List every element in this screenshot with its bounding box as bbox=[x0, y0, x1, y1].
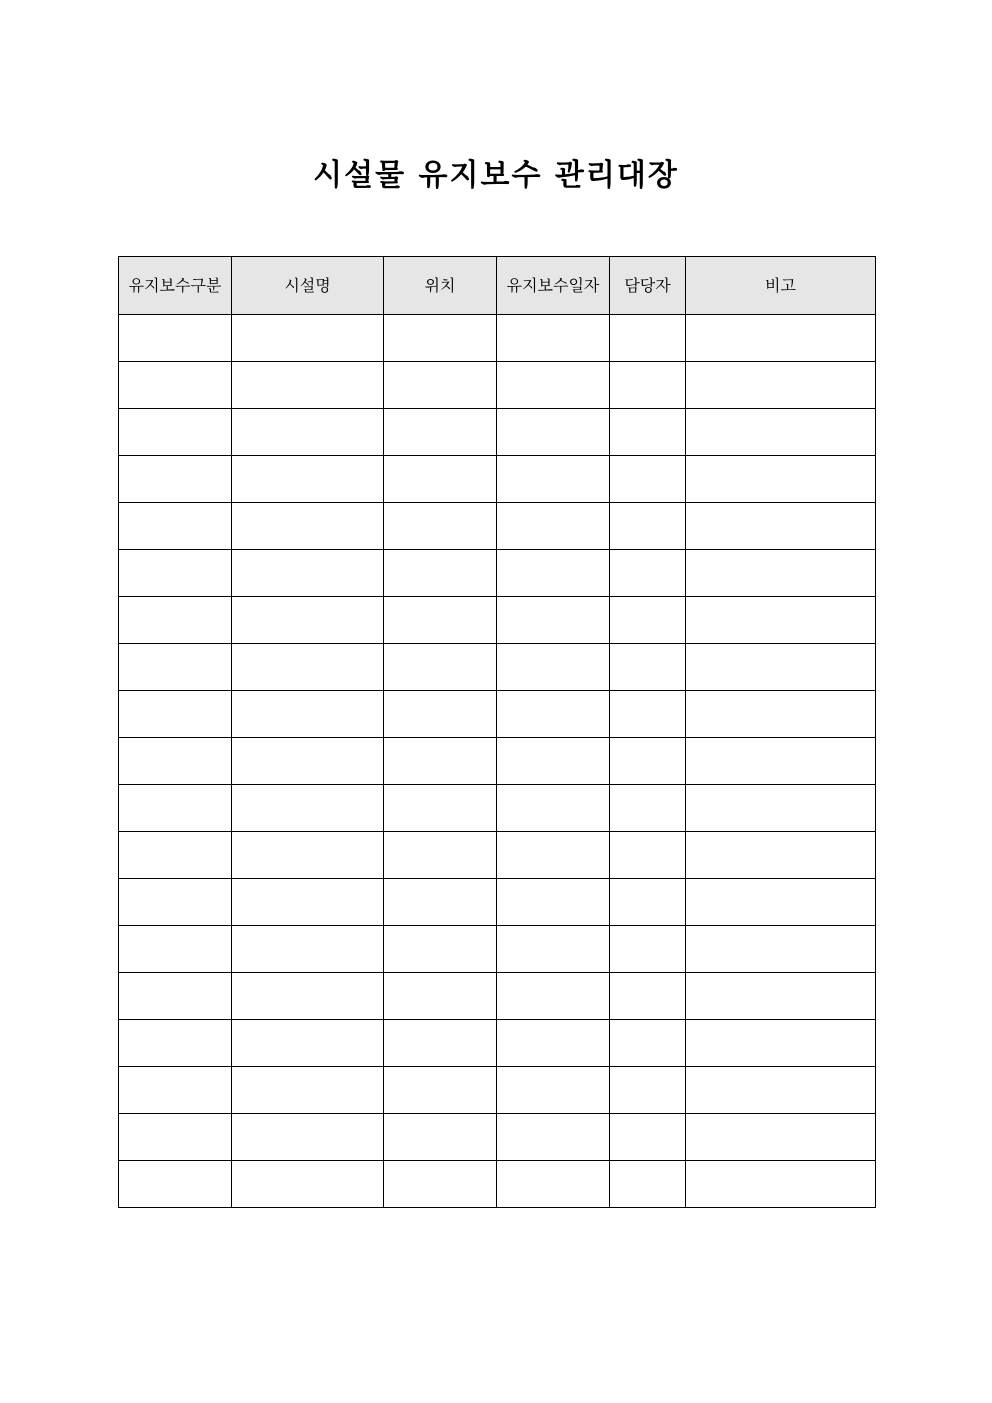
cell-location[interactable] bbox=[384, 503, 497, 550]
cell-location[interactable] bbox=[384, 926, 497, 973]
cell-remarks[interactable] bbox=[686, 409, 876, 456]
cell-facility-name[interactable] bbox=[232, 1161, 384, 1208]
cell-location[interactable] bbox=[384, 691, 497, 738]
table-row bbox=[119, 691, 876, 738]
cell-maintenance-type[interactable] bbox=[119, 597, 232, 644]
cell-person-in-charge[interactable] bbox=[610, 1161, 686, 1208]
cell-person-in-charge[interactable] bbox=[610, 315, 686, 362]
cell-maintenance-type[interactable] bbox=[119, 1161, 232, 1208]
table-row bbox=[119, 550, 876, 597]
header-remarks: 비고 bbox=[686, 257, 876, 315]
cell-facility-name[interactable] bbox=[232, 738, 384, 785]
cell-location[interactable] bbox=[384, 597, 497, 644]
cell-person-in-charge[interactable] bbox=[610, 550, 686, 597]
cell-maintenance-date[interactable] bbox=[497, 832, 610, 879]
header-facility-name: 시설명 bbox=[232, 257, 384, 315]
cell-maintenance-type[interactable] bbox=[119, 550, 232, 597]
table-row bbox=[119, 597, 876, 644]
cell-location[interactable] bbox=[384, 362, 497, 409]
header-location: 위치 bbox=[384, 257, 497, 315]
cell-person-in-charge[interactable] bbox=[610, 1114, 686, 1161]
cell-maintenance-type[interactable] bbox=[119, 1114, 232, 1161]
cell-maintenance-date[interactable] bbox=[497, 409, 610, 456]
cell-facility-name[interactable] bbox=[232, 1067, 384, 1114]
cell-maintenance-date[interactable] bbox=[497, 315, 610, 362]
cell-maintenance-type[interactable] bbox=[119, 456, 232, 503]
cell-remarks[interactable] bbox=[686, 362, 876, 409]
cell-maintenance-type[interactable] bbox=[119, 785, 232, 832]
cell-remarks[interactable] bbox=[686, 1020, 876, 1067]
cell-remarks[interactable] bbox=[686, 879, 876, 926]
header-maintenance-date: 유지보수일자 bbox=[497, 257, 610, 315]
cell-location[interactable] bbox=[384, 315, 497, 362]
cell-maintenance-type[interactable] bbox=[119, 691, 232, 738]
page-title: 시설물 유지보수 관리대장 bbox=[313, 158, 679, 194]
cell-person-in-charge[interactable] bbox=[610, 832, 686, 879]
header-maintenance-type: 유지보수구분 bbox=[119, 257, 232, 315]
cell-facility-name[interactable] bbox=[232, 973, 384, 1020]
table-row bbox=[119, 1161, 876, 1208]
cell-maintenance-type[interactable] bbox=[119, 738, 232, 785]
table-row bbox=[119, 362, 876, 409]
table-row bbox=[119, 879, 876, 926]
cell-remarks[interactable] bbox=[686, 832, 876, 879]
table-row bbox=[119, 644, 876, 691]
header-person-in-charge: 담당자 bbox=[610, 257, 686, 315]
cell-maintenance-date[interactable] bbox=[497, 738, 610, 785]
cell-location[interactable] bbox=[384, 785, 497, 832]
cell-location[interactable] bbox=[384, 1114, 497, 1161]
cell-person-in-charge[interactable] bbox=[610, 597, 686, 644]
cell-maintenance-date[interactable] bbox=[497, 597, 610, 644]
cell-maintenance-type[interactable] bbox=[119, 644, 232, 691]
cell-facility-name[interactable] bbox=[232, 409, 384, 456]
cell-maintenance-date[interactable] bbox=[497, 691, 610, 738]
cell-maintenance-date[interactable] bbox=[497, 503, 610, 550]
cell-location[interactable] bbox=[384, 832, 497, 879]
cell-maintenance-date[interactable] bbox=[497, 879, 610, 926]
cell-maintenance-date[interactable] bbox=[497, 1114, 610, 1161]
cell-person-in-charge[interactable] bbox=[610, 503, 686, 550]
cell-person-in-charge[interactable] bbox=[610, 691, 686, 738]
table-row bbox=[119, 315, 876, 362]
cell-location[interactable] bbox=[384, 1067, 497, 1114]
header-row bbox=[119, 257, 876, 315]
cell-maintenance-date[interactable] bbox=[497, 550, 610, 597]
cell-person-in-charge[interactable] bbox=[610, 409, 686, 456]
cell-facility-name[interactable] bbox=[232, 597, 384, 644]
cell-maintenance-type[interactable] bbox=[119, 362, 232, 409]
cell-remarks[interactable] bbox=[686, 973, 876, 1020]
cell-maintenance-type[interactable] bbox=[119, 315, 232, 362]
cell-remarks[interactable] bbox=[686, 785, 876, 832]
cell-remarks[interactable] bbox=[686, 644, 876, 691]
cell-facility-name[interactable] bbox=[232, 785, 384, 832]
cell-maintenance-type[interactable] bbox=[119, 1067, 232, 1114]
cell-remarks[interactable] bbox=[686, 1161, 876, 1208]
cell-maintenance-date[interactable] bbox=[497, 1161, 610, 1208]
cell-location[interactable] bbox=[384, 1161, 497, 1208]
cell-maintenance-date[interactable] bbox=[497, 1067, 610, 1114]
cell-person-in-charge[interactable] bbox=[610, 785, 686, 832]
cell-maintenance-date[interactable] bbox=[497, 1020, 610, 1067]
cell-maintenance-type[interactable] bbox=[119, 926, 232, 973]
table-row bbox=[119, 456, 876, 503]
cell-remarks[interactable] bbox=[686, 926, 876, 973]
table-row bbox=[119, 926, 876, 973]
cell-maintenance-type[interactable] bbox=[119, 832, 232, 879]
cell-remarks[interactable] bbox=[686, 315, 876, 362]
cell-location[interactable] bbox=[384, 644, 497, 691]
table-row bbox=[119, 1020, 876, 1067]
cell-maintenance-date[interactable] bbox=[497, 456, 610, 503]
cell-person-in-charge[interactable] bbox=[610, 926, 686, 973]
table-row bbox=[119, 832, 876, 879]
cell-location[interactable] bbox=[384, 1020, 497, 1067]
cell-maintenance-type[interactable] bbox=[119, 503, 232, 550]
cell-location[interactable] bbox=[384, 879, 497, 926]
cell-remarks[interactable] bbox=[686, 503, 876, 550]
cell-maintenance-date[interactable] bbox=[497, 785, 610, 832]
cell-person-in-charge[interactable] bbox=[610, 456, 686, 503]
cell-facility-name[interactable] bbox=[232, 1020, 384, 1067]
cell-remarks[interactable] bbox=[686, 597, 876, 644]
cell-facility-name[interactable] bbox=[232, 550, 384, 597]
cell-maintenance-date[interactable] bbox=[497, 644, 610, 691]
cell-location[interactable] bbox=[384, 738, 497, 785]
cell-remarks[interactable] bbox=[686, 691, 876, 738]
cell-location[interactable] bbox=[384, 456, 497, 503]
cell-maintenance-type[interactable] bbox=[119, 409, 232, 456]
cell-facility-name[interactable] bbox=[232, 315, 384, 362]
maintenance-ledger-table bbox=[118, 256, 876, 1208]
cell-facility-name[interactable] bbox=[232, 832, 384, 879]
cell-facility-name[interactable] bbox=[232, 691, 384, 738]
cell-person-in-charge[interactable] bbox=[610, 1067, 686, 1114]
cell-person-in-charge[interactable] bbox=[610, 738, 686, 785]
cell-facility-name[interactable] bbox=[232, 879, 384, 926]
cell-person-in-charge[interactable] bbox=[610, 1020, 686, 1067]
table-row bbox=[119, 1114, 876, 1161]
cell-maintenance-type[interactable] bbox=[119, 879, 232, 926]
cell-maintenance-date[interactable] bbox=[497, 362, 610, 409]
cell-maintenance-type[interactable] bbox=[119, 1020, 232, 1067]
cell-location[interactable] bbox=[384, 973, 497, 1020]
cell-person-in-charge[interactable] bbox=[610, 362, 686, 409]
cell-person-in-charge[interactable] bbox=[610, 879, 686, 926]
cell-remarks[interactable] bbox=[686, 1067, 876, 1114]
cell-person-in-charge[interactable] bbox=[610, 973, 686, 1020]
cell-person-in-charge[interactable] bbox=[610, 644, 686, 691]
cell-maintenance-date[interactable] bbox=[497, 926, 610, 973]
table-row bbox=[119, 785, 876, 832]
cell-facility-name[interactable] bbox=[232, 362, 384, 409]
cell-maintenance-type[interactable] bbox=[119, 973, 232, 1020]
cell-facility-name[interactable] bbox=[232, 644, 384, 691]
table-row bbox=[119, 409, 876, 456]
cell-remarks[interactable] bbox=[686, 1114, 876, 1161]
cell-maintenance-date[interactable] bbox=[497, 973, 610, 1020]
cell-facility-name[interactable] bbox=[232, 1114, 384, 1161]
cell-location[interactable] bbox=[384, 550, 497, 597]
table-row bbox=[119, 503, 876, 550]
cell-remarks[interactable] bbox=[686, 550, 876, 597]
table-row bbox=[119, 973, 876, 1020]
cell-facility-name[interactable] bbox=[232, 926, 384, 973]
cell-remarks[interactable] bbox=[686, 456, 876, 503]
table-body bbox=[119, 315, 876, 1208]
cell-facility-name[interactable] bbox=[232, 503, 384, 550]
table-row bbox=[119, 738, 876, 785]
cell-facility-name[interactable] bbox=[232, 456, 384, 503]
table-row bbox=[119, 1067, 876, 1114]
cell-location[interactable] bbox=[384, 409, 497, 456]
cell-remarks[interactable] bbox=[686, 738, 876, 785]
